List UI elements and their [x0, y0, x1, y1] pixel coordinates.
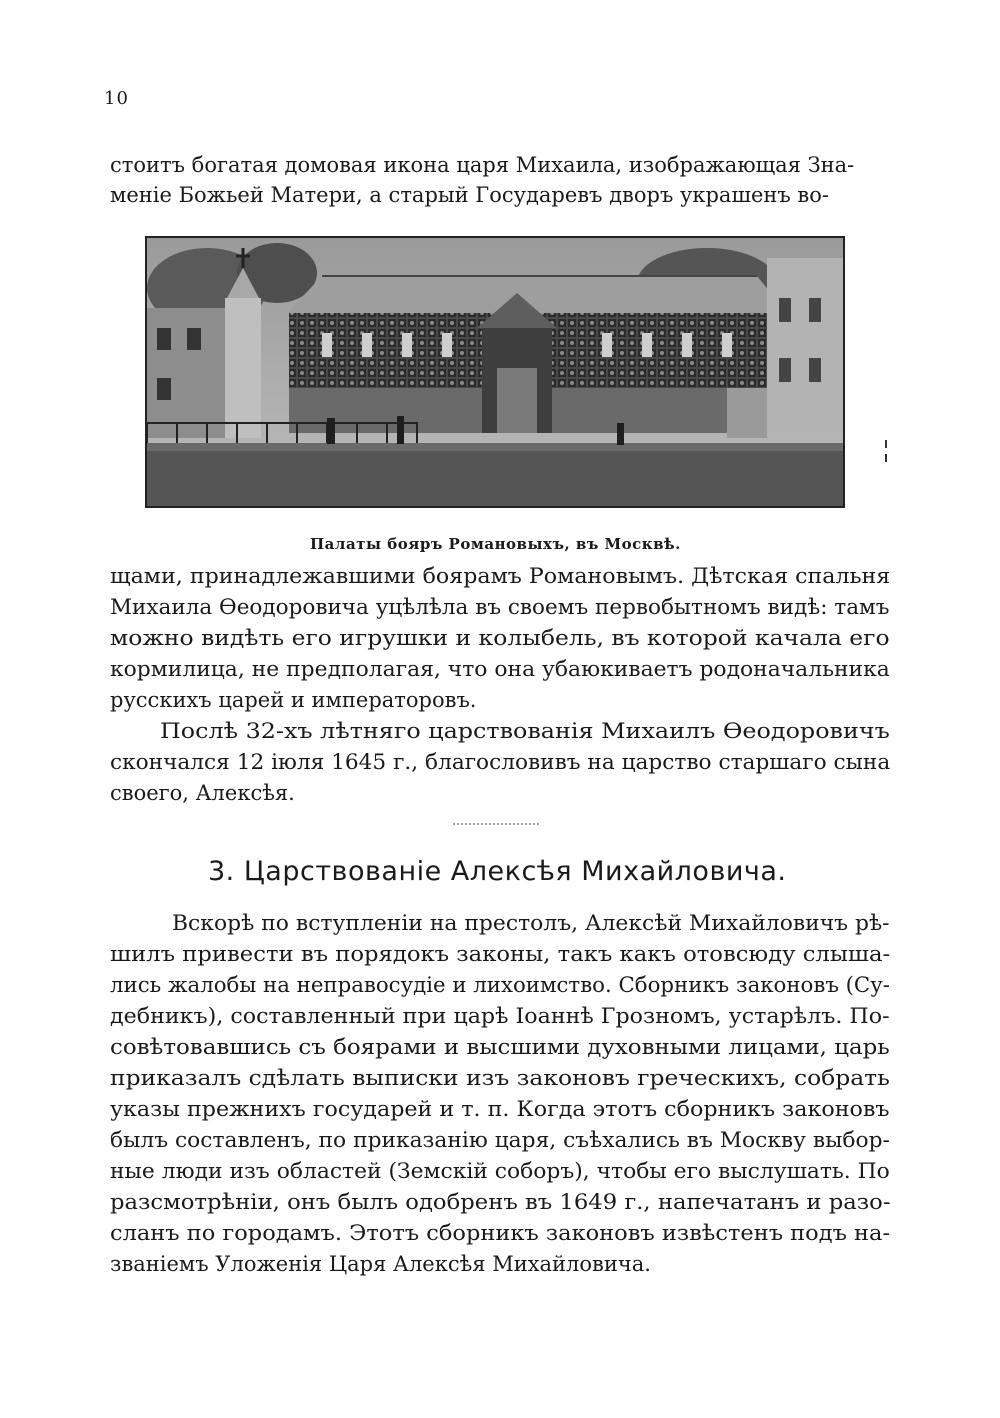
text-line: Михаила Ѳеодоровича уцѣлѣла въ своемъ первобытномъ видѣ: тамъ — [110, 595, 890, 619]
page-number: 10 — [104, 88, 129, 109]
text-line: Послѣ 32-хъ лѣтняго царствованія Михаилъ Ѳеодоровичъ — [160, 719, 890, 743]
text-line: лись жалобы на неправосудіе и лихоимство. Сборникъ законовъ (Су- — [110, 973, 890, 997]
text-line: приказалъ сдѣлать выписки изъ законовъ греческихъ, собрать — [110, 1066, 890, 1090]
margin-mark-icon — [884, 440, 888, 462]
text-line: стоитъ богатая домовая икона царя Михаила, изображающая Зна- — [110, 153, 855, 177]
text-line: дебникъ), составленный при царѣ Іоаннѣ Грозномъ, устарѣлъ. По- — [110, 1004, 890, 1028]
section-title: 3. Царствованіе Алексѣя Михайловича. — [208, 856, 787, 887]
text-line: щами, принадлежавшими боярамъ Романовымъ. Дѣтская спальня — [110, 564, 891, 588]
text-line: можно видѣть его игрушки и колыбель, въ которой качала его — [110, 626, 890, 650]
text-line: скончался 12 іюля 1645 г., благословивъ на царство старшаго сына — [110, 750, 891, 774]
text-line: указы прежнихъ государей и т. п. Когда этотъ сборникъ законовъ — [110, 1097, 890, 1121]
text-line: совѣтовавшись съ боярами и высшими духовными лицами, царь — [110, 1035, 890, 1059]
text-line: былъ составленъ, по приказанію царя, съѣхались въ Москву выбор- — [110, 1128, 890, 1152]
text-line: кормилица, не предполагая, что она убаюкиваетъ родоначальника — [110, 657, 890, 681]
text-line: званіемъ Уложенія Царя Алексѣя Михайловича. — [110, 1252, 651, 1276]
text-line: Вскорѣ по вступленіи на престолъ, Алексѣй Михайловичъ рѣ- — [172, 911, 890, 935]
text-line: шилъ привести въ порядокъ законы, такъ какъ отовсюду слыша- — [110, 942, 891, 966]
text-line: разсмотрѣніи, онъ былъ одобренъ въ 1649 г., напечатанъ и разо- — [110, 1190, 891, 1214]
text-line: русскихъ царей и императоровъ. — [110, 688, 477, 712]
text-line: своего, Алексѣя. — [110, 781, 295, 805]
text-line: ные люди изъ областей (Земскій соборъ), чтобы его выслушать. По — [110, 1159, 890, 1183]
text-line: сланъ по городамъ. Этотъ сборникъ законовъ извѣстенъ подъ на- — [110, 1221, 891, 1245]
figure-caption: Палаты бояръ Романовыхъ, въ Москвѣ. — [310, 535, 681, 553]
text-line: меніе Божьей Матери, а старый Государевъ дворъ украшенъ во- — [110, 183, 829, 207]
